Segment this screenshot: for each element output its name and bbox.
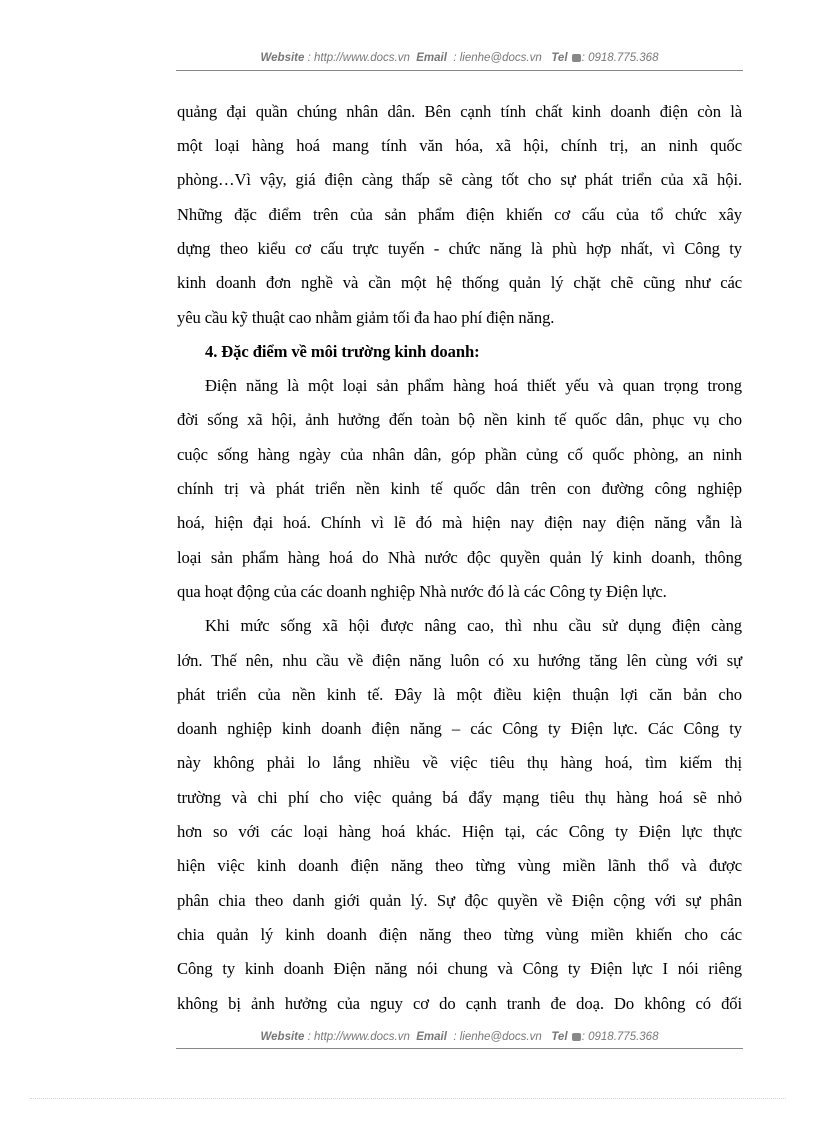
body-line: hiện việc kinh doanh điện năng theo từng vùng miền lãnh thổ và được <box>177 856 742 875</box>
body-line: cuộc sống hàng ngày của nhân dân, góp phần củng cố quốc phòng, an ninh <box>177 445 742 464</box>
body-line: đời sống xã hội, ảnh hưởng đến toàn bộ nền kinh tế quốc dân, phục vụ cho <box>177 410 742 429</box>
body-line: hoá, hiện đại hoá. Chính vì lẽ đó mà hiện nay điện nay điện năng vẫn là <box>177 513 742 532</box>
body-line: yêu cầu kỹ thuật cao nhằm giảm tối đa hao phí điện năng. <box>177 308 555 327</box>
header-tel-label: Tel <box>551 52 568 64</box>
footer-divider <box>176 1048 743 1049</box>
body-line: dựng theo kiểu cơ cấu trực tuyến - chức năng là phù hợp nhất, vì Công ty <box>177 239 742 258</box>
page-header <box>176 52 743 64</box>
body-line: hơn so với các loại hàng hoá khác. Hiện tại, các Công ty Điện lực thực <box>177 822 742 841</box>
phone-icon <box>572 54 581 62</box>
body-line: qua hoạt động của các doanh nghiệp Nhà nước đó là các Công ty Điện lực. <box>177 582 667 601</box>
body-line: không bị ảnh hưởng của nguy cơ do cạnh tranh đe doạ. Do không có đối <box>177 994 742 1013</box>
body-line: loại sản phẩm hàng hoá do Nhà nước độc quyền quản lý kinh doanh, thông <box>177 548 742 567</box>
phone-icon <box>572 1033 581 1041</box>
page-footer <box>176 1031 743 1043</box>
body-line: lớn. Thế nên, nhu cầu về điện năng luôn có xu hướng tăng lên cùng với sự <box>177 651 742 670</box>
header-website-url[interactable]: : http://www.docs.vn <box>307 52 410 64</box>
header-divider <box>176 70 743 71</box>
footer-website-label: Website <box>260 1031 305 1043</box>
body-line: Công ty kinh doanh Điện năng nói chung và Công ty Điện lực I nói riêng <box>177 959 742 978</box>
body-line: phát triển của nền kinh tế. Đây là một điều kiện thuận lợi căn bản cho <box>177 685 742 704</box>
body-line: này không phải lo lắng nhiều về việc tiêu thụ hàng hoá, tìm kiếm thị <box>177 753 742 772</box>
header-email-label: Email <box>416 52 447 64</box>
body-line: trường và chi phí cho việc quảng bá đẩy mạng tiêu thụ hàng hoá sẽ nhỏ <box>177 788 742 807</box>
body-line: doanh nghiệp kinh doanh điện năng – các Công ty Điện lực. Các Công ty <box>177 719 742 738</box>
footer-email-value[interactable]: : lienhe@docs.vn <box>453 1031 542 1043</box>
footer-tel-label: Tel <box>551 1031 568 1043</box>
body-line: một loại hàng hoá mang tính văn hóa, xã hội, chính trị, an ninh quốc <box>177 136 742 155</box>
section-heading: 4. Đặc điểm về môi trường kinh doanh: <box>205 342 480 361</box>
header-tel-value: : 0918.775.368 <box>581 52 659 64</box>
body-line: chính trị và phát triển nền kinh tế quốc dân trên con đường công nghiệp <box>177 479 742 498</box>
body-line: phòng…Vì vậy, giá điện càng thấp sẽ càng tốt cho sự phát triển của xã hội. <box>177 170 742 189</box>
body-line: Khi mức sống xã hội được nâng cao, thì nhu cầu sử dụng điện càng <box>205 616 742 635</box>
body-line: Những đặc điểm trên của sản phẩm điện khiến cơ cấu của tổ chức xây <box>177 205 742 224</box>
header-website-label: Website <box>260 52 305 64</box>
footer-website-url[interactable]: : http://www.docs.vn <box>307 1031 410 1043</box>
body-line: phân chia theo danh giới quản lý. Sự độc quyền về Điện cộng với sự phân <box>177 891 742 910</box>
footer-email-label: Email <box>416 1031 447 1043</box>
body-line: kinh doanh đơn nghề và cần một hệ thống quản lý chặt chẽ cũng như các <box>177 273 742 292</box>
body-line: Điện năng là một loại sản phẩm hàng hoá thiết yếu và quan trọng trong <box>205 376 742 395</box>
page-bottom-divider <box>30 1098 786 1099</box>
body-line: quảng đại quần chúng nhân dân. Bên cạnh tính chất kinh doanh điện còn là <box>177 102 742 121</box>
header-email-value[interactable]: : lienhe@docs.vn <box>453 52 542 64</box>
footer-tel-value: : 0918.775.368 <box>581 1031 659 1043</box>
body-line: chia quản lý kinh doanh điện năng theo từng vùng miền khiến cho các <box>177 925 742 944</box>
